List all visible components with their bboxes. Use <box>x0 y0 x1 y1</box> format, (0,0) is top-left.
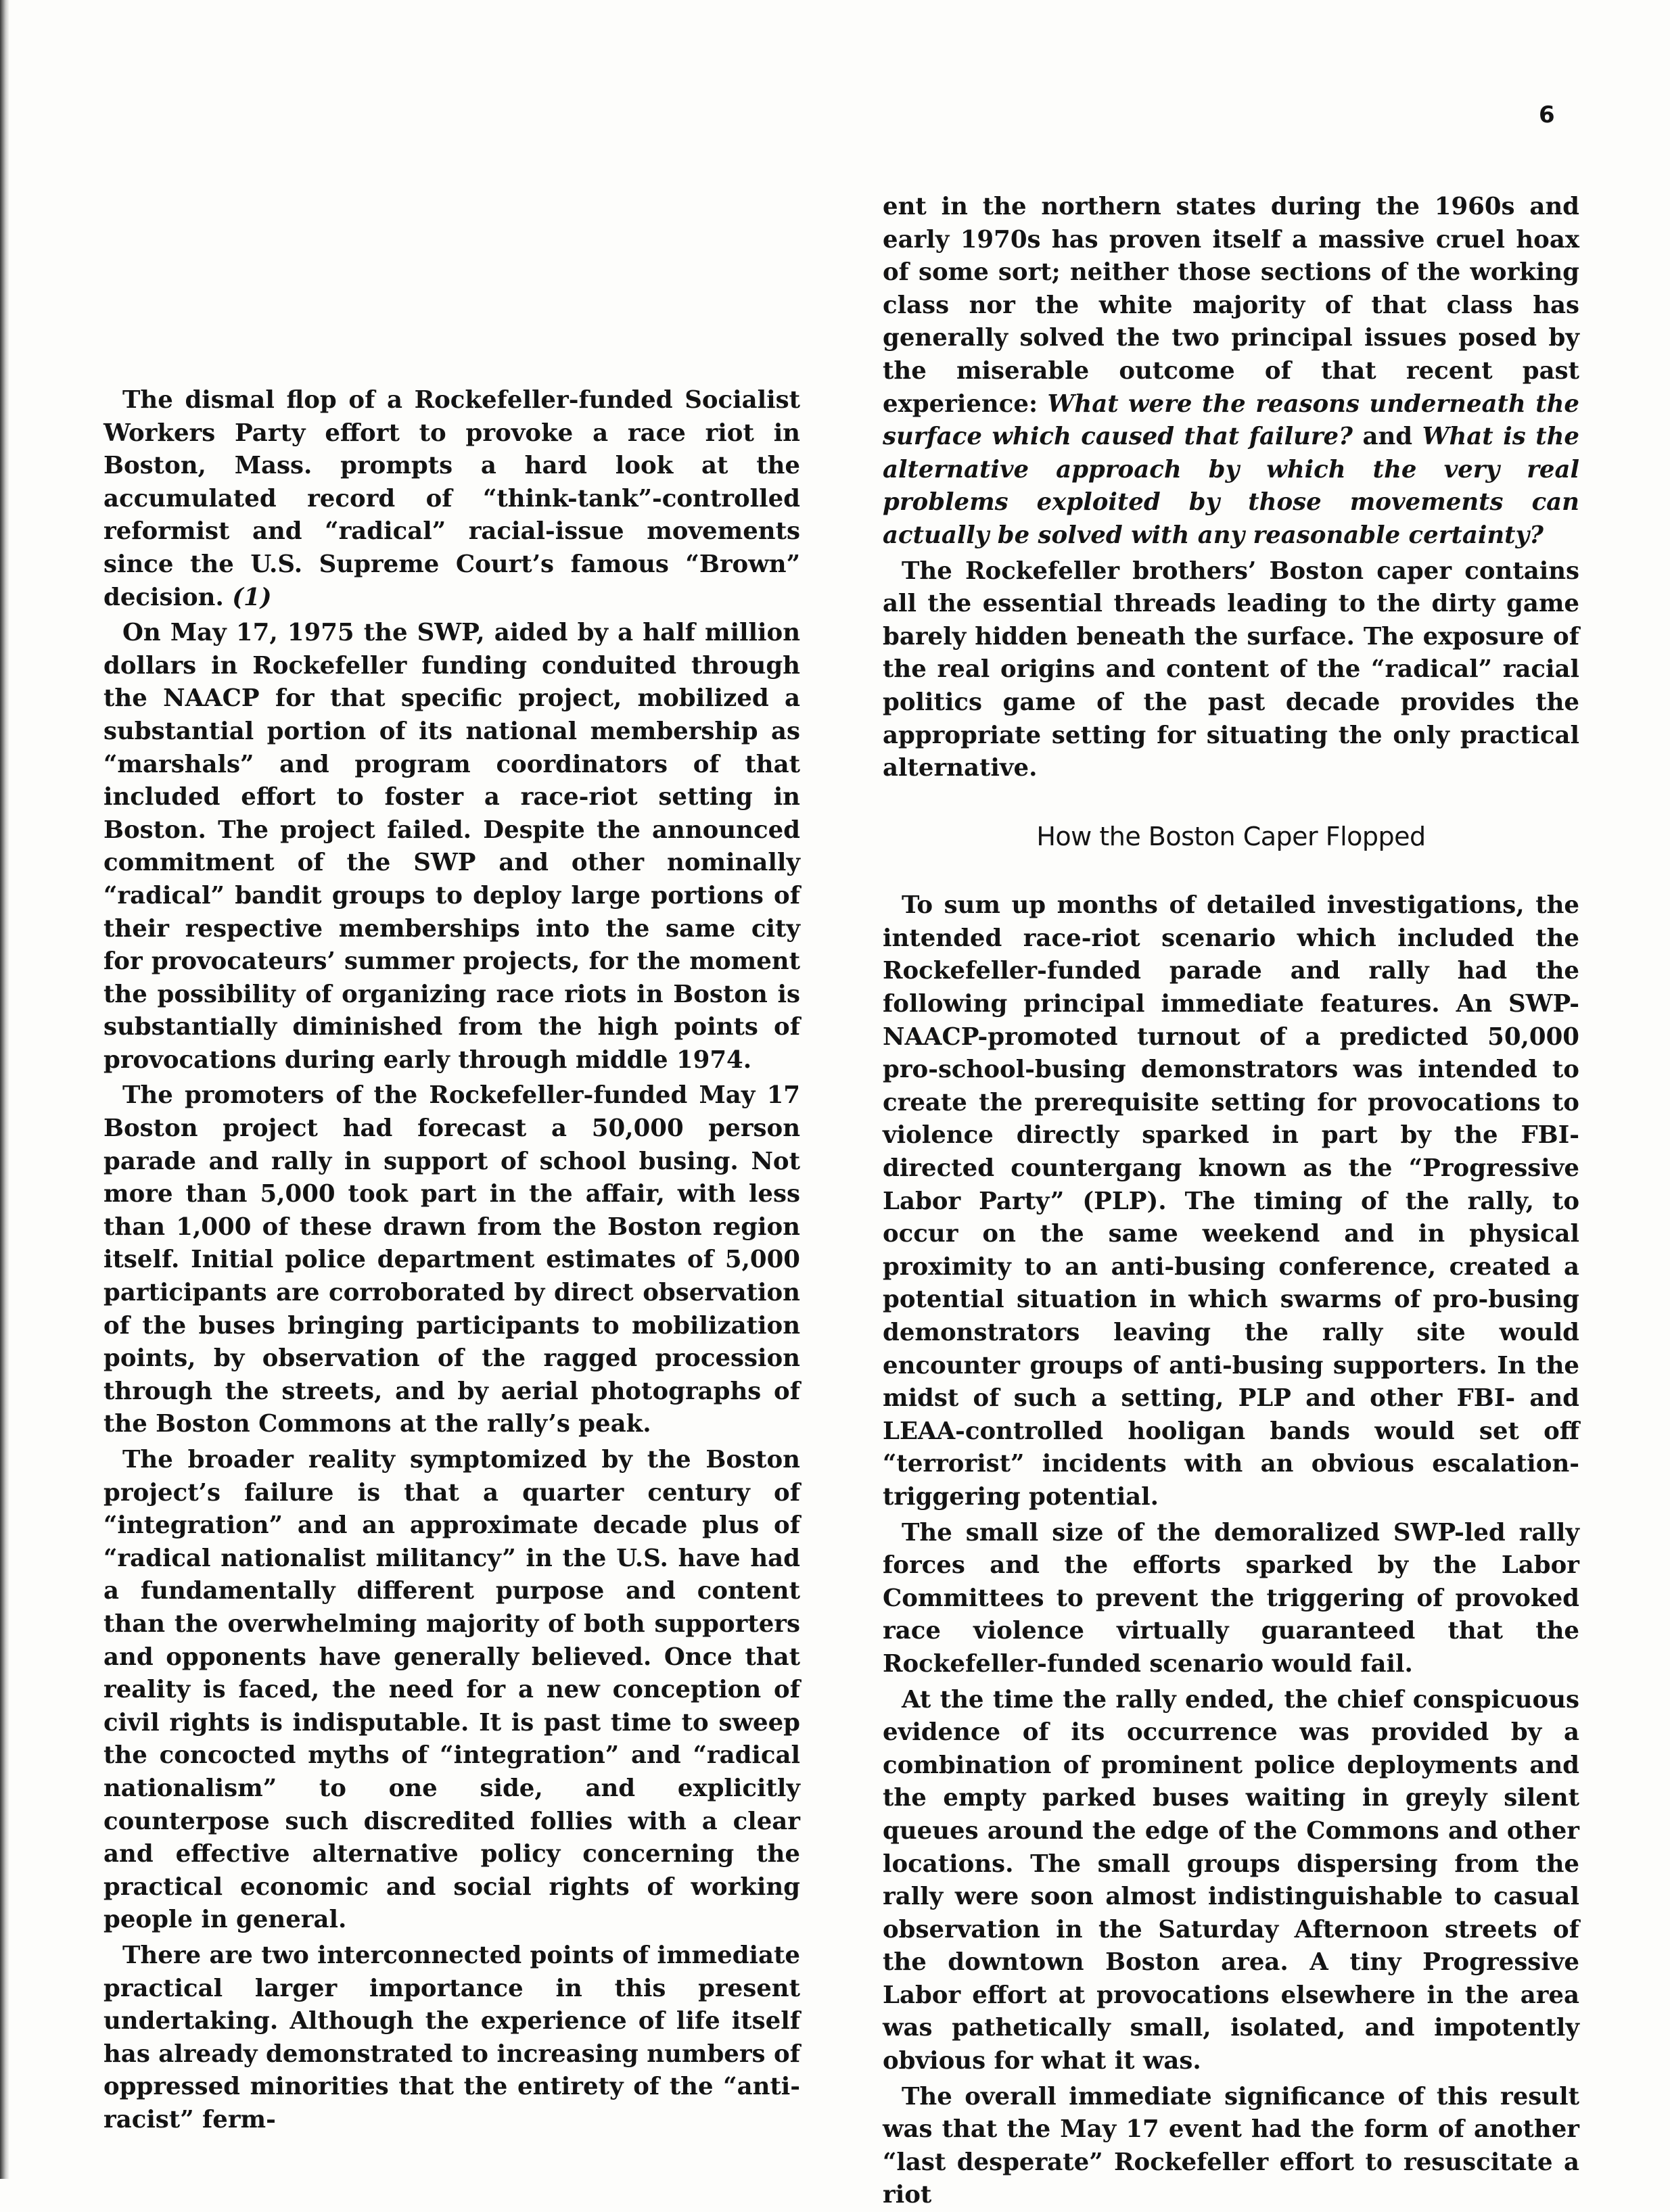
paragraph: At the time the rally ended, the chief conspicuous evidence of its occurrence was provided by a combination of prominent police deployments and the empty parked buses waiting in greyly silent queues around the edge of the Commons and other locations. The small groups dispersing from the rally were soon almost indistinguishable to casual observation in the Saturday Afternoon streets of the downtown Boston area. A tiny Progressive Labor effort at provocations elsewhere in the area was pathetically small, isolated, and impotently obvious for what it was. <box>883 1685 1579 2075</box>
paragraph-intro <box>103 384 800 614</box>
left-column <box>103 384 800 2136</box>
right-column <box>883 191 1579 2212</box>
continuation-text: ent in the northern states during the 1960s and early 1970s has proven itself a massive cruel hoax of some sort; neither those sections of the working class nor the white majority of that class has generally solved the two principal issues posed by the miserable outcome of that recent past experience: <box>883 193 1579 418</box>
paragraph: The overall immediate significance of this result was that the May 17 event had the form of another “last desperate” Rockefeller effort to resuscitate a riot <box>883 2082 1579 2209</box>
paragraph: The broader reality symptomized by the Boston project’s failure is that a quarter century of “integration” and an approximate decade plus of “radical nationalist militancy” in the U.S. have had a fundamentally different purpose and content than the overwhelming majority of both supporters and opponents have generally believed. Once that reality is faced, the need for a new conception of civil rights is indisputable. It is past time to sweep the concocted myths of “integration” and “radical nationalism” to one side, and explicitly counterpose such discredited follies with a clear and effective alternative policy concerning the practical economic and social rights of working people in general. <box>103 1446 800 1934</box>
page-number: 6 <box>1539 101 1555 128</box>
continuation-joiner: and <box>1352 423 1422 451</box>
question-two: What is the alternative approach by which the very real problems exploited by those movements can actually be solved with any reasonable certainty? <box>883 423 1579 549</box>
paragraph: The Rockefeller brothers’ Boston caper contains all the essential threads leading to the dirty game barely hidden beneath the surface. The exposure of the real origins and content of the “radical” racial politics game of the past decade provides the appropriate setting for situating the only practical alternative. <box>883 557 1579 782</box>
question-one: What were the reasons underneath the surface which caused that failure? <box>883 390 1579 451</box>
paragraph: To sum up months of detailed investigations, the intended race-riot scenario which included the Rockefeller-funded parade and rally had the following principal immediate features. An SWP-NAACP-promoted turnout of a predicted 50,000 pro-school-busing demonstrators was intended to create the prerequisite setting for provocations to violence directly sparked in part by the FBI-directed countergang known as the “Progressive Labor Party” (PLP). The timing of the rally, to occur on the same weekend and in physical proximity to an anti-busing conference, created a potential situation in which swarms of pro-busing demonstrators leaving the rally site would encounter groups of anti-busing supporters. In the midst of such a setting, PLP and other FBI- and LEAA-controlled hooligan bands would set off “terrorist” incidents with an obvious escalation-triggering potential. <box>883 891 1579 1511</box>
paragraph: There are two interconnected points of immediate practical larger importance in this present undertaking. Although the experience of life itself has already demonstrated to increasing numbers of oppressed minorities that the entirety of the “anti-racist” ferm- <box>103 1941 800 2134</box>
footnote-marker: (1) <box>232 583 272 611</box>
paragraph-intro-text: The dismal flop of a Rockefeller-funded Socialist Workers Party effort to provoke a race riot in Boston, Mass. prompts a hard look at the accumulated record of “think-tank”-controlled reformist and “radical” racial-issue movements since the U.S. Supreme Court’s famous “Brown” decision. <box>103 386 800 611</box>
paragraph: On May 17, 1975 the SWP, aided by a half million dollars in Rockefeller funding conduited through the NAACP for that specific project, mobilized a substantial portion of its national membership as “marshals” and program coordinators of that included effort to foster a race-riot setting in Boston. The project failed. Despite the announced commitment of the SWP and other nominally “radical” bandit groups to deploy large portions of their respective memberships into the same city for provocateurs’ summer projects, for the moment the possibility of organizing race riots in Boston is substantially diminished from the high points of provocations during early through middle 1974. <box>103 619 800 1074</box>
paragraph: The promoters of the Rockefeller-funded May 17 Boston project had forecast a 50,000 person parade and rally in support of school busing. Not more than 5,000 took part in the affair, with less than 1,000 of these drawn from the Boston region itself. Initial police department estimates of 5,000 participants are corroborated by direct observation of the buses bringing participants to mobilization points, by observation of the ragged procession through the streets, and by aerial photographs of the Boston Commons at the rally’s peak. <box>103 1081 800 1438</box>
paragraph-continuation <box>883 191 1579 552</box>
section-heading: How the Boston Caper Flopped <box>1036 821 1426 851</box>
scan-edge-shadow <box>0 0 9 2179</box>
paragraph: The small size of the demoralized SWP-led rally forces and the efforts sparked by the Labor Committees to prevent the triggering of provoked race violence virtually guaranteed that the Rockefeller-funded scenario would fail. <box>883 1518 1579 1678</box>
